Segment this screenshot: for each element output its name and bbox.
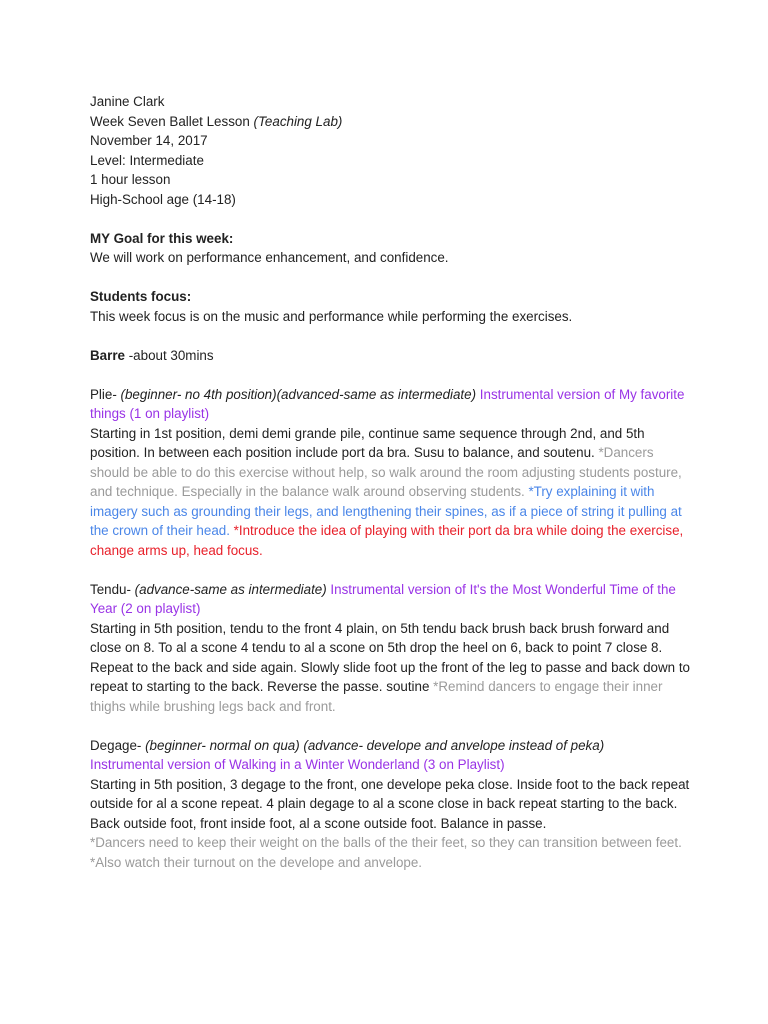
plie-music: Instrumental version of My favorite things (1 on playlist) — [90, 386, 685, 421]
lesson-title: Week Seven Ballet Lesson (Teaching Lab) — [90, 113, 343, 129]
goal-text: We will work on performance enhancement, and confidence. — [90, 250, 449, 265]
degage-tip: *Dancers need to keep their weight on the balls of the their feet, so they can transition between feet. *Also watch their turnout on the develope and anvelope. — [90, 835, 682, 870]
tendu-heading: Tendu- (advance-same as intermediate) Instrumental version of It's the Most Wonderful Time of the Year (2 on playlist) — [90, 581, 676, 616]
lesson-duration: 1 hour lesson — [90, 172, 171, 187]
goal-heading: MY Goal for this week: — [90, 230, 234, 246]
lesson-level: Level: Intermediate — [90, 152, 204, 168]
focus-heading: Students focus: — [90, 289, 192, 304]
document-content — [90, 92, 690, 872]
degage-music: Instrumental version of Walking in a Winter Wonderland (3 on Playlist) — [90, 757, 505, 772]
plie-heading: Plie- (beginner- no 4th position)(advanced-same as intermediate) Instrumental version of My favorite things (1 on playlist) — [90, 386, 685, 421]
degage-description: Starting in 5th position, 3 degage to the front, one develope peka close. Inside foot to the back repeat outside for al a scone repeat. 4 plain degage to al a scone close in back repeat starting to the back. Back outside foot, front inside foot, al a scone outside foot. Balance in passe. — [90, 776, 690, 831]
barre-heading: Barre -about 30mins — [90, 347, 214, 363]
plie-description: Starting in 1st position, demi demi grande pile, continue same sequence through 2nd, and 5th position. In between each position include port da bra. Susu to balance, and soutenu. *Dancers should be able to do this exercise without help, so walk around the room adjusting students posture, and technique. Especially in the balance walk around observing students. *Try explaining it with imagery such as grounding their legs, and lengthening their spines, as if a piece of string it pulling at the crown of their head. *Introduce the idea of playing with their port da bra while doing the exercise, change arms up, head focus. — [90, 425, 684, 558]
tendu-music: Instrumental version of It's the Most Wonderful Time of the Year (2 on playlist) — [90, 581, 676, 616]
degage-heading: Degage- (beginner- normal on qua) (advance- develope and anvelope instead of peka) — [90, 737, 605, 753]
focus-text: This week focus is on the music and performance while performing the exercises. — [90, 308, 573, 324]
tendu-description: Starting in 5th position, tendu to the front 4 plain, on 5th tendu back brush back brush forward and close on 8. To al a scone 4 tendu to al a scone on 5th drop the heel on 6, back to point 7 close 8. Repeat to the back and side again. Slowly slide foot up the front of the leg to passe and back down to repeat to starting to the back. Reverse the passe. soutine *Remind dancers to engage their inner thighs while brushing legs back and front. — [90, 620, 690, 714]
lesson-age: High-School age (14-18) — [90, 191, 236, 207]
author-name: Janine Clark — [90, 94, 165, 109]
lesson-date: November 14, 2017 — [90, 133, 208, 148]
